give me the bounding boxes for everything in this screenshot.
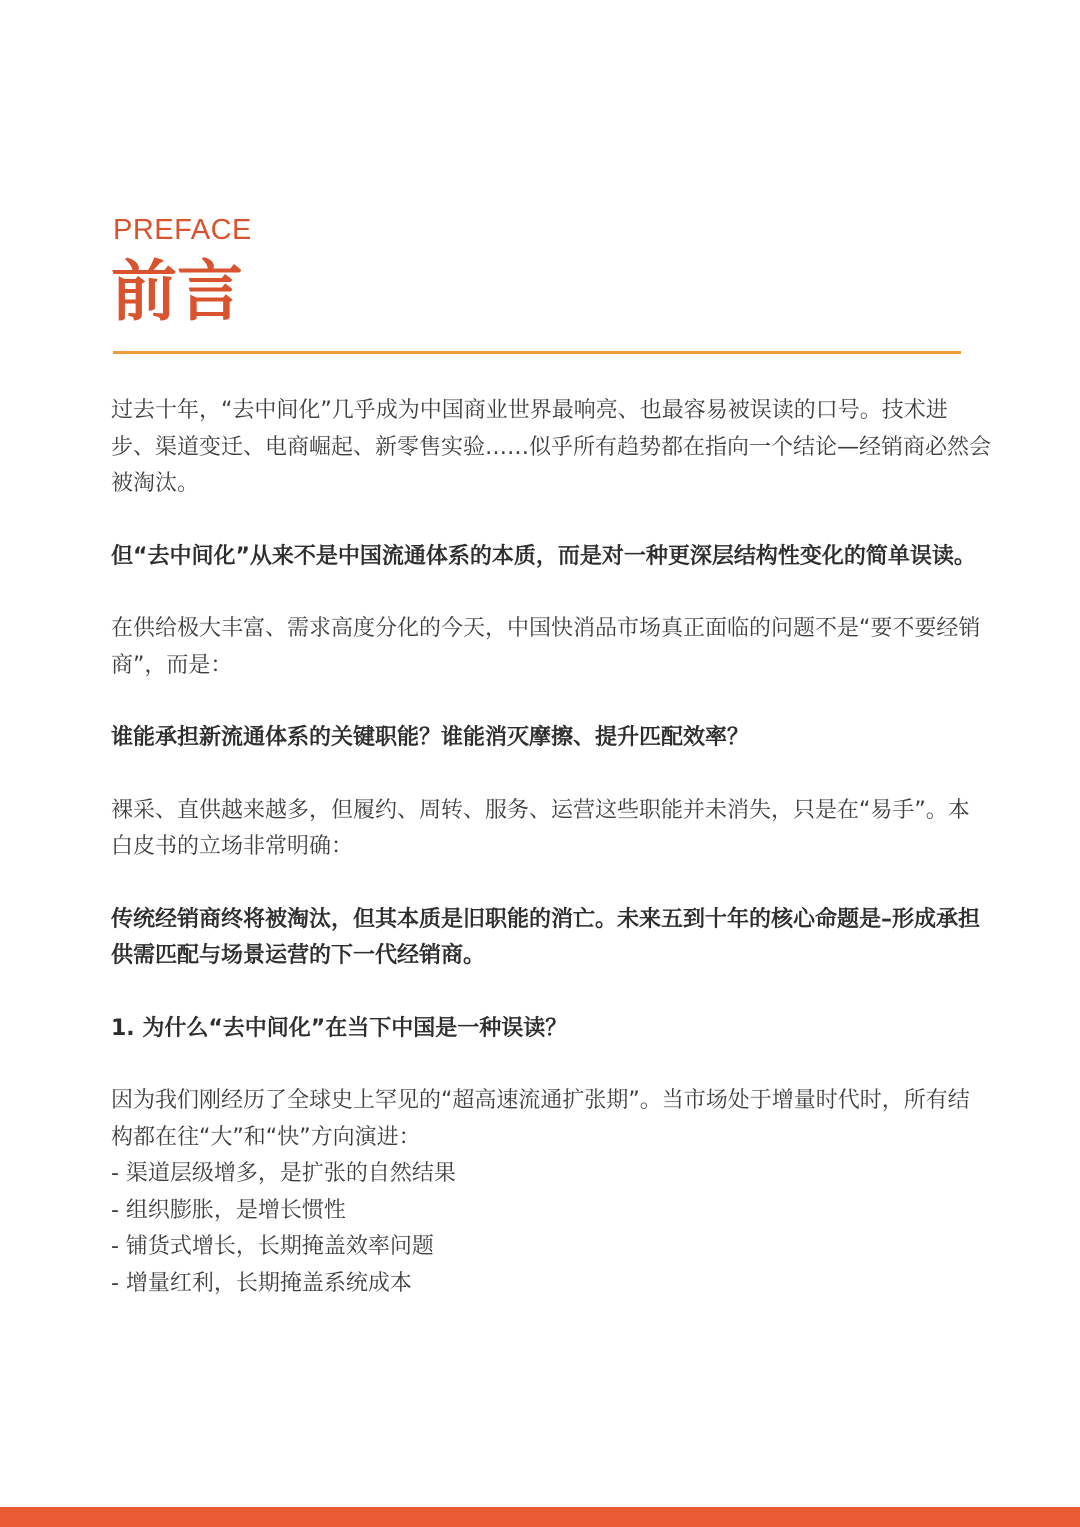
paragraph-key-question: 谁能承担新流通体系的关键职能？谁能消灭摩擦、提升匹配效率？ [111,725,750,750]
header-divider [113,351,961,354]
paragraph-shift: 裸采、直供越来越多，但履约、周转、服务、运营这些职能并未消失，只是在“易手”。本白皮书的立场非常明确： [111,797,970,859]
list-item: - 渠道层级增多，是扩张的自然结果 [111,1161,456,1186]
reasons-list [111,1156,991,1302]
paragraph-intro: 过去十年，“去中间化”几乎成为中国商业世界最响亮、也最容易被误读的口号。技术进步、渠道变迁、电商崛起、新零售实验……似乎所有趋势都在指向一个结论—经销商必然会被淘汰。 [111,398,992,496]
list-item: - 增量红利，长期掩盖系统成本 [111,1270,412,1296]
list-item: - 组织膨胀，是增长惯性 [111,1197,346,1223]
paragraph-explanation: 因为我们刚经历了全球史上罕见的“超高速流通扩张期”。当市场处于增量时代时，所有结构都在往“大”和“快”方向演进： [111,1088,970,1150]
list-item: - 铺货式增长，长期掩盖效率问题 [111,1234,434,1259]
page-title: 前言 [111,253,243,330]
paragraph-position: 传统经销商终将被淘汰，但其本质是旧职能的消亡。未来五到十年的核心命题是–形成承担供需匹配与场景运营的下一代经销商。 [111,906,981,968]
section-eyebrow: PREFACE [113,214,252,246]
paragraph-context: 在供给极大丰富、需求高度分化的今天，中国快消品市场真正面临的问题不是“要不要经销商”，而是： [111,616,981,678]
footer-accent-bar [0,1507,1080,1527]
preface-body [111,393,991,1302]
section-heading-1: 1. 为什么“去中间化”在当下中国是一种误读？ [111,1015,568,1041]
paragraph-thesis: 但“去中间化”从来不是中国流通体系的本质，而是对一种更深层结构性变化的简单误读。 [111,543,976,569]
